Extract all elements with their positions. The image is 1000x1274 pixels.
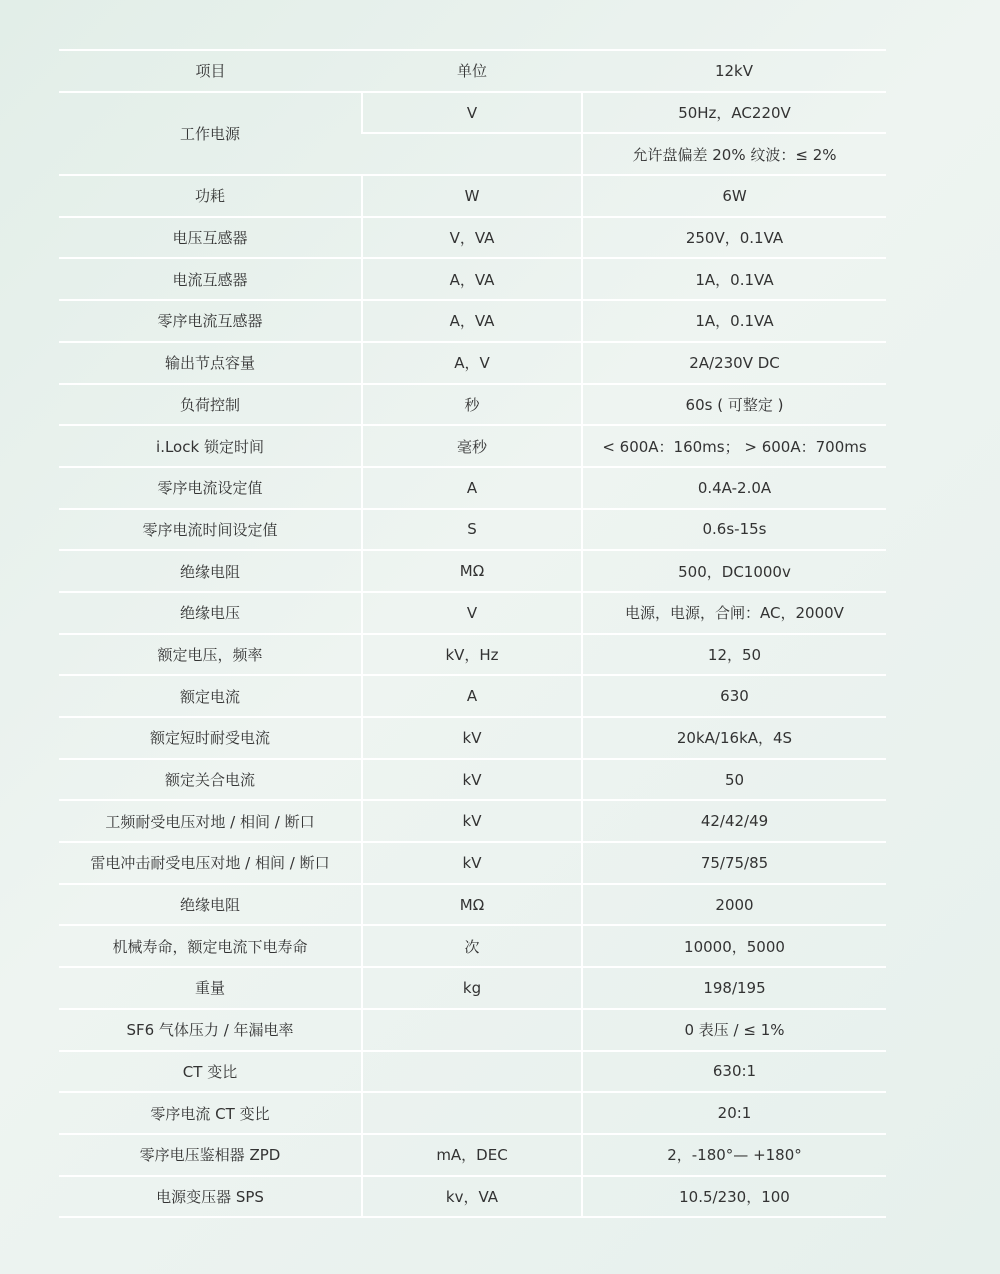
row-item: 功耗 [59,175,362,217]
table-row [59,342,886,384]
row-value: 电源，电源，合闸：AC，2000V [582,592,886,634]
row-value: 2A/230V DC [582,342,886,384]
table-row [59,1051,886,1093]
row-unit: MΩ [362,884,582,926]
row-value: 6W [582,175,886,217]
row-unit: V [362,592,582,634]
row-value: 20kA/16kA，4S [582,717,886,759]
row-item: 重量 [59,967,362,1009]
row-unit: kV [362,800,582,842]
row-unit: V，VA [362,217,582,259]
row-value: 1A，0.1VA [582,258,886,300]
table-row-power-supply [59,92,886,134]
row-unit: 次 [362,925,582,967]
table-row [59,675,886,717]
row-unit [362,1092,582,1134]
header-value: 12kV [582,50,886,92]
power-supply-item: 工作电源 [59,92,362,175]
row-item: 雷电冲击耐受电压对地 / 相间 / 断口 [59,842,362,884]
row-unit: kV [362,759,582,801]
table-row [59,550,886,592]
row-unit: A [362,467,582,509]
row-item: 绝缘电阻 [59,884,362,926]
table-row [59,425,886,467]
table-row [59,509,886,551]
row-unit [362,1009,582,1051]
table-row [59,1176,886,1218]
row-item: 绝缘电压 [59,592,362,634]
row-value: 0.4A-2.0A [582,467,886,509]
power-supply-unit: V [362,92,582,134]
table-row [59,1134,886,1176]
row-item: 零序电流互感器 [59,300,362,342]
row-unit: kV，Hz [362,634,582,676]
row-item: 电源变压器 SPS [59,1176,362,1218]
power-supply-tolerance-unit [362,133,582,175]
row-unit: kg [362,967,582,1009]
table-row [59,717,886,759]
row-item: 绝缘电阻 [59,550,362,592]
row-value: 0.6s-15s [582,509,886,551]
row-value: 10000，5000 [582,925,886,967]
row-item: 额定电压，频率 [59,634,362,676]
row-value: 1A，0.1VA [582,300,886,342]
spec-sheet [59,49,886,1218]
row-item: 额定电流 [59,675,362,717]
table-row [59,634,886,676]
table-row [59,925,886,967]
row-value: 500，DC1000v [582,550,886,592]
table-row [59,258,886,300]
row-unit: MΩ [362,550,582,592]
row-item: 电压互感器 [59,217,362,259]
row-item: 额定短时耐受电流 [59,717,362,759]
header-unit: 单位 [362,50,582,92]
row-unit: W [362,175,582,217]
row-item: 工频耐受电压对地 / 相间 / 断口 [59,800,362,842]
row-item: 输出节点容量 [59,342,362,384]
power-supply-value: 50Hz，AC220V [582,92,886,134]
table-row [59,175,886,217]
row-item: 零序电流时间设定值 [59,509,362,551]
row-item: 负荷控制 [59,384,362,426]
row-value: 250V，0.1VA [582,217,886,259]
row-value: < 600A：160ms； > 600A：700ms [582,425,886,467]
spec-table [59,49,886,1218]
row-unit: 秒 [362,384,582,426]
row-item: CT 变比 [59,1051,362,1093]
table-row [59,842,886,884]
row-value: 60s ( 可整定 ) [582,384,886,426]
row-unit: A，VA [362,258,582,300]
row-unit: mA，DEC [362,1134,582,1176]
row-value: 2，-180°— +180° [582,1134,886,1176]
table-row [59,800,886,842]
table-row [59,1009,886,1051]
row-unit: kV [362,842,582,884]
table-row [59,592,886,634]
row-item: 零序电压鉴相器 ZPD [59,1134,362,1176]
row-value: 42/42/49 [582,800,886,842]
table-row [59,759,886,801]
table-row [59,1092,886,1134]
row-item: 机械寿命，额定电流下电寿命 [59,925,362,967]
table-row [59,967,886,1009]
row-value: 198/195 [582,967,886,1009]
power-supply-tolerance: 允许盘偏差 20% 纹波：≤ 2% [582,133,886,175]
row-unit [362,1051,582,1093]
table-row [59,217,886,259]
row-value: 0 表压 / ≤ 1% [582,1009,886,1051]
row-value: 10.5/230，100 [582,1176,886,1218]
row-item: 电流互感器 [59,258,362,300]
table-row [59,300,886,342]
row-value: 20:1 [582,1092,886,1134]
table-row [59,467,886,509]
row-item: 额定关合电流 [59,759,362,801]
row-item: i.Lock 锁定时间 [59,425,362,467]
header-item: 项目 [59,50,362,92]
row-item: 零序电流设定值 [59,467,362,509]
row-unit: 毫秒 [362,425,582,467]
row-unit: A，V [362,342,582,384]
row-value: 630:1 [582,1051,886,1093]
row-unit: A，VA [362,300,582,342]
table-row [59,384,886,426]
row-unit: kv，VA [362,1176,582,1218]
row-value: 12，50 [582,634,886,676]
row-value: 2000 [582,884,886,926]
row-value: 630 [582,675,886,717]
table-header-row [59,50,886,92]
row-item: SF6 气体压力 / 年漏电率 [59,1009,362,1051]
row-unit: kV [362,717,582,759]
row-item: 零序电流 CT 变比 [59,1092,362,1134]
row-value: 50 [582,759,886,801]
row-unit: A [362,675,582,717]
row-unit: S [362,509,582,551]
table-row [59,884,886,926]
row-value: 75/75/85 [582,842,886,884]
